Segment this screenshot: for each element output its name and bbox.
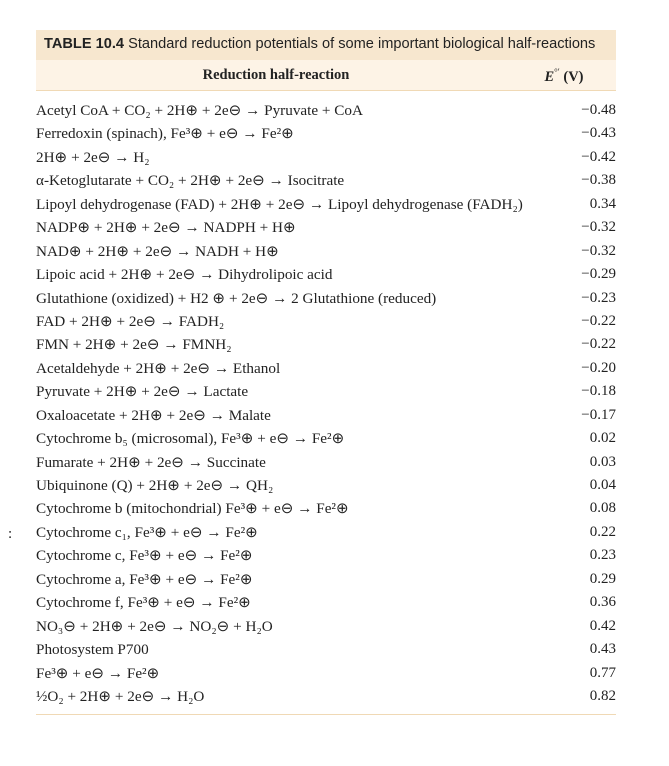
table-row [36,474,616,497]
reduction-potentials-table [36,30,616,715]
potential-cell: 0.43 [589,641,616,658]
reaction-cell: NO₃⊖ + 2H⊕ + 2e⊖ → NO₂⊖ + H₂O [36,617,273,635]
potential-cell: 0.42 [589,617,616,634]
reaction-cell: ½O₂ + 2H⊕ + 2e⊖ → H₂O [36,687,205,705]
table-row [36,615,616,638]
potential-cell: −0.29 [581,266,616,283]
table-row [36,240,616,263]
table-header-row [36,60,616,91]
reaction-cell: Cytochrome a, Fe³⊕ + e⊖ → Fe²⊕ [36,570,253,588]
side-mark: : [8,526,13,542]
potential-cell: 0.77 [589,664,616,681]
reaction-cell: Ubiquinone (Q) + 2H⊕ + 2e⊖ → QH₂ [36,477,274,494]
reaction-cell: Photosystem P700 [36,641,149,659]
table-row [36,638,616,661]
table-title [44,36,608,53]
potential-cell: −0.22 [581,336,616,353]
potential-cell: 0.23 [589,547,616,564]
table-row [36,357,616,380]
table-row [36,662,616,685]
reaction-cell: Glutathione (oxidized) + H2 ⊕ + 2e⊖ → 2 Glutathione (reduced) [36,289,437,307]
potential-cell: 0.08 [589,500,616,517]
reaction-cell: Lipoyl dehydrogenase (FAD) + 2H⊕ + 2e⊖ → Lipoyl dehydrogenase (FADH₂) [36,195,523,213]
reaction-cell: Cytochrome b (mitochondrial) Fe³⊕ + e⊖ → Fe²⊕ [36,500,349,518]
table-number: TABLE 10.4 [44,36,125,52]
reaction-cell: Oxaloacetate + 2H⊕ + 2e⊖ → Malate [36,406,271,424]
table-row [36,99,616,122]
reaction-cell: Cytochrome b₅ (microsomal), Fe³⊕ + e⊖ → Fe²⊕ [36,430,345,448]
header-potential-symbol: E [544,69,555,85]
table-bottom-rule [36,714,616,715]
reaction-cell: Pyruvate + 2H⊕ + 2e⊖ → Lactate [36,383,249,401]
table-row [36,451,616,474]
reaction-cell: Fe³⊕ + e⊖ → Fe²⊕ [36,664,160,682]
table-row [36,146,616,169]
table-row [36,287,616,310]
table-row [36,169,616,192]
table-row [36,404,616,427]
potential-cell: −0.48 [581,102,616,118]
potential-cell: 0.02 [589,430,616,447]
potential-cell: −0.42 [581,148,616,165]
header-reaction: Reduction half-reaction [202,67,350,83]
table-body [36,91,616,708]
reaction-cell: NADP⊕ + 2H⊕ + 2e⊖ → NADPH + H⊕ [36,219,296,237]
potential-cell: 0.04 [589,477,616,493]
table-row [36,685,616,708]
table-row [36,544,616,567]
reaction-cell: FMN + 2H⊕ + 2e⊖ → FMNH₂ [36,336,232,354]
table-row [36,216,616,239]
header-potential-unit: (V) [559,69,584,85]
table-row [36,263,616,286]
table-row [36,333,616,356]
header-potential [519,67,609,86]
potential-cell: −0.23 [581,289,616,306]
table-row [36,427,616,450]
reaction-cell: Acetaldehyde + 2H⊕ + 2e⊖ → Ethanol [36,359,281,377]
reaction-cell: Cytochrome f, Fe³⊕ + e⊖ → Fe²⊕ [36,594,251,612]
reaction-cell: NAD⊕ + 2H⊕ + 2e⊖ → NADH + H⊕ [36,242,279,260]
potential-cell: −0.22 [581,312,616,329]
potential-cell: −0.32 [581,219,616,236]
reaction-cell: Cytochrome c, Fe³⊕ + e⊖ → Fe²⊕ [36,547,253,565]
potential-cell: 0.34 [589,195,616,212]
reaction-cell: α-Ketoglutarate + CO₂ + 2H⊕ + 2e⊖ → Isocitrate [36,172,345,190]
potential-cell: −0.18 [581,383,616,400]
reaction-cell: Ferredoxin (spinach), Fe³⊕ + e⊖ → Fe²⊕ [36,125,294,143]
reaction-cell: Fumarate + 2H⊕ + 2e⊖ → Succinate [36,453,266,471]
reaction-cell: Lipoic acid + 2H⊕ + 2e⊖ → Dihydrolipoic acid [36,266,333,284]
potential-cell: 0.03 [589,453,616,470]
reaction-cell: Acetyl CoA + CO₂ + 2H⊕ + 2e⊖ → Pyruvate + CoA [36,102,363,119]
header-potential-superscript: °′ [554,67,560,77]
potential-cell: −0.32 [581,242,616,259]
potential-cell: 0.36 [589,594,616,611]
potential-cell: 0.82 [589,687,616,704]
table-title-band [36,30,616,60]
table-row [36,193,616,216]
table-row [36,568,616,591]
table-row [36,380,616,403]
table-row [36,591,616,614]
potential-cell: −0.17 [581,406,616,423]
table-row [36,122,616,145]
potential-cell: −0.43 [581,125,616,142]
potential-cell: 0.22 [589,523,616,540]
table-row [36,521,616,544]
potential-cell: −0.20 [581,359,616,376]
table-row [36,310,616,333]
reaction-cell: Cytochrome c₁, Fe³⊕ + e⊖ → Fe²⊕ [36,523,258,541]
reaction-cell: FAD + 2H⊕ + 2e⊖ → FADH₂ [36,312,225,330]
potential-cell: 0.29 [589,570,616,587]
reaction-cell: 2H⊕ + 2e⊖ → H₂ [36,148,150,166]
table-caption: Standard reduction potentials of some important biological half-reactions [124,36,596,52]
table-row [36,497,616,520]
potential-cell: −0.38 [581,172,616,189]
